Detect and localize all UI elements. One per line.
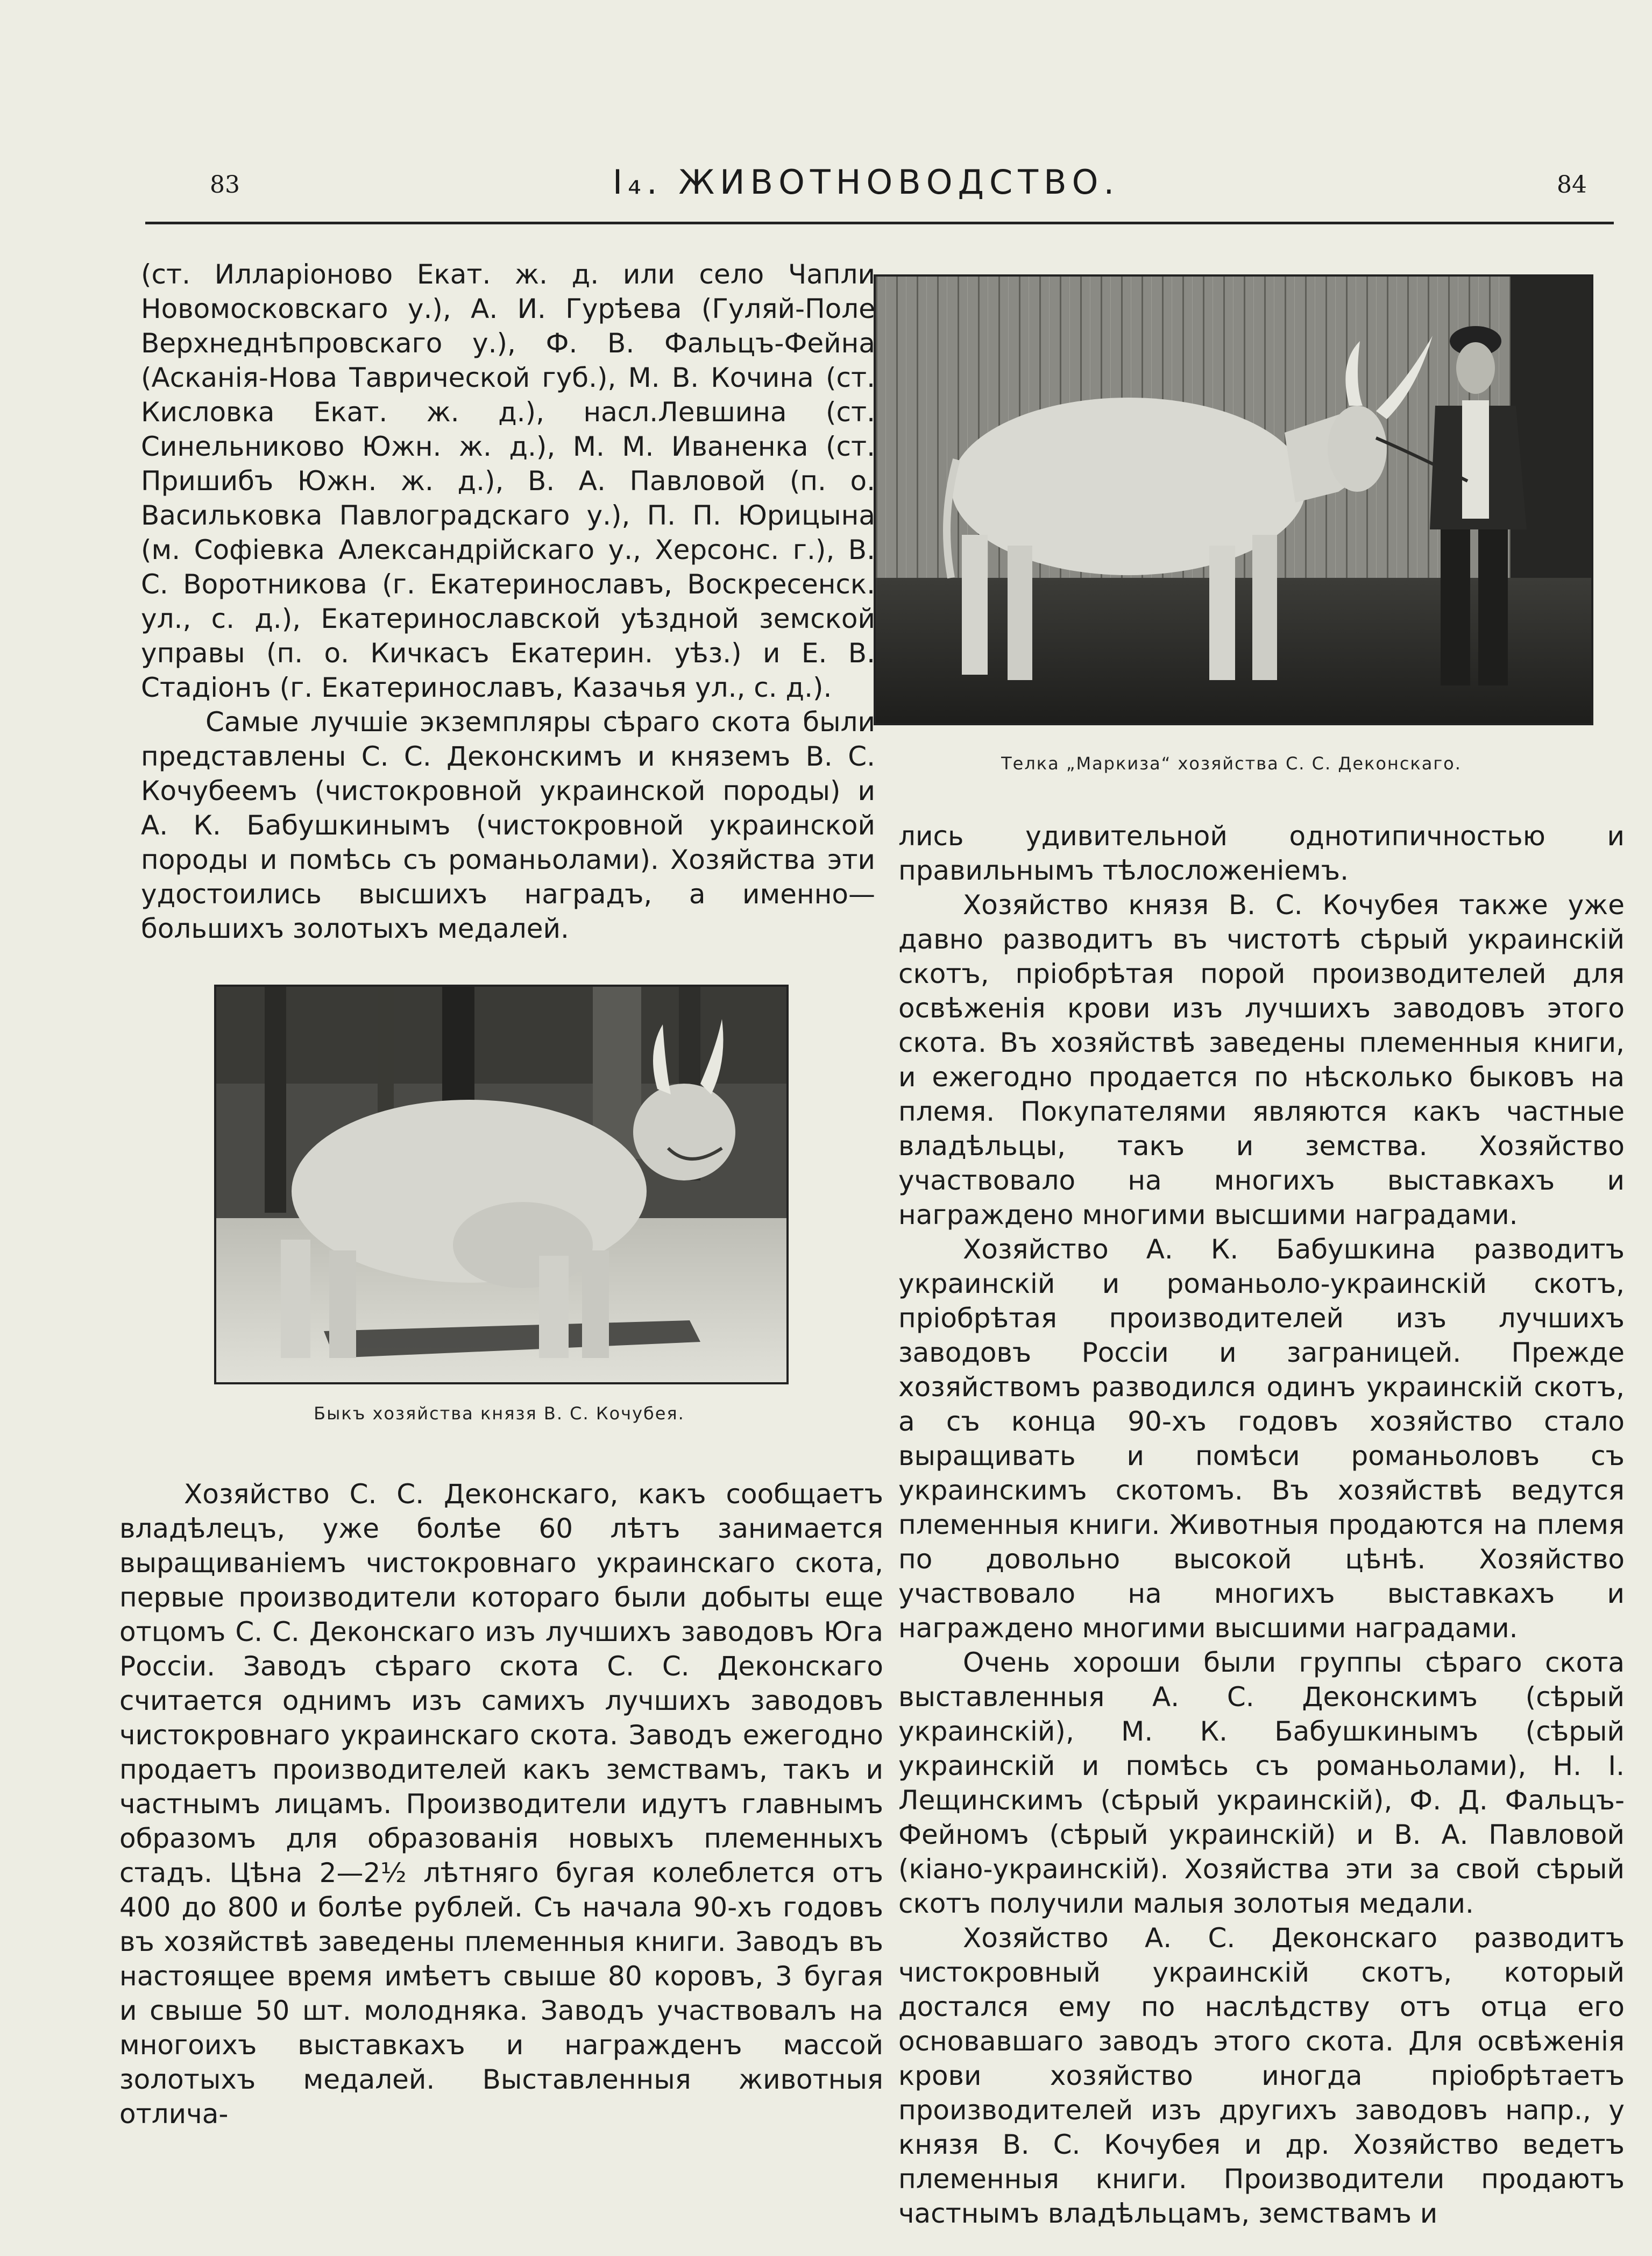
paragraph: Очень хороши были группы сѣраго скота выставленныя А. С. Деконскимъ (сѣрый украинскій), М. К. Бабушкинымъ (сѣрый украинскій и помѣсь съ романьолами), Н. І. Лещинскимъ (сѣрый украинскій), Ф. Д. Фальцъ-Фейномъ (сѣрый украинскій) и В. А. Павловой (кіано-украинскій). Хозяйства эти за свой сѣрый скотъ получили малыя золотыя медали. bbox=[898, 1647, 1625, 1919]
figure-caption-bull: Быкъ хозяйства князя В. С. Кочубея. bbox=[314, 1403, 685, 1424]
photo-bull bbox=[214, 985, 789, 1384]
paragraph: Хозяйство А. С. Деконскаго разводитъ чистокровный украинскій скотъ, который достался ему по наслѣдству отъ отца его основавшаго заводъ этого скота. Для освѣженія крови хозяйство иногда пріобрѣтаетъ производителей изъ другихъ заводовъ напр., у князя В. С. Кочубея и др. Хозяйство ведетъ племенныя книги. Производители продаютъ частнымъ владѣльцамъ, земствамъ и bbox=[898, 1922, 1625, 2229]
header-rule bbox=[145, 222, 1614, 224]
left-column-top bbox=[141, 257, 875, 946]
paragraph: (ст. Илларіоново Екат. ж. д. или село Чапли Новомосковскаго у.), А. И. Гурѣева (Гуляй-Поле Верхнеднѣпровскаго у.), Ф. В. Фальцъ-Фейна (Асканія-Нова Таврической губ.), М. В. Кочина (ст. Кисловка Екат. ж. д.), насл.Левшина (ст. Синельниково Южн. ж. д.), М. М. Иваненка (ст. Пришибъ Южн. ж. д.), В. А. Павловой (п. о. Васильковка Павлоградскаго у.), П. П. Юрицына (м. Софіевка Александрійскаго у., Херсонс. г.), В. С. Воротникова (г. Екатеринославъ, Воскресенск. ул., с. д.), Екатеринославской уѣздной земской управы (п. о. Кичкасъ Екатерин. уѣз.) и Е. В. Стадіонъ (г. Екатеринославъ, Казачья ул., с. д.). bbox=[141, 259, 875, 703]
paragraph: лись удивительной однотипичностью и правильнымъ тѣлосложеніемъ. bbox=[898, 821, 1625, 886]
running-title: I₄. ЖИВОТНОВОДСТВО. bbox=[612, 162, 1120, 202]
page-header bbox=[145, 156, 1587, 215]
figure-caption-heifer: Телка „Маркиза“ хозяйства С. С. Деконскаго. bbox=[1001, 753, 1462, 774]
photo-heifer bbox=[874, 274, 1593, 725]
right-column bbox=[898, 819, 1625, 2231]
paragraph: Хозяйство А. К. Бабушкина разводитъ украинскій и романьоло-украинскій скотъ, пріобрѣтая производителей изъ лучшихъ заводовъ Россіи и заграницей. Прежде хозяйствомъ разводился одинъ украинскій скотъ, а съ конца 90-хъ годовъ хозяйство стало выращивать и помѣси романьоловъ съ украинскимъ скотомъ. Въ хозяйствѣ ведутся племенныя книги. Животныя продаются на племя по довольно высокой цѣнѣ. Хозяйство участвовало на многихъ выставкахъ и награждено многими высшими наградами. bbox=[898, 1234, 1625, 1644]
page-number-right: 84 bbox=[1557, 171, 1587, 199]
paragraph: Хозяйство С. С. Деконскаго, какъ сообщаетъ владѣлецъ, уже болѣе 60 лѣтъ занимается выращиваніемъ чистокровнаго украинскаго скота, первые производители котораго были добыты еще отцомъ С. С. Деконскаго изъ лучшихъ заводовъ Юга Россіи. Заводъ сѣраго скота С. С. Деконскаго считается однимъ изъ самихъ лучшихъ заводовъ чистокровнаго украинскаго скота. Заводъ ежегодно продаетъ производителей какъ земствамъ, такъ и частнымъ лицамъ. Производители идутъ главнымъ образомъ для образованія новыхъ племенныхъ стадъ. Цѣна 2—2½ лѣтняго бугая колеблется отъ 400 до 800 и болѣе рублей. Съ начала 90-хъ годовъ въ хозяйствѣ заведены племенныя книги. Заводъ въ настоящее время имѣетъ свыше 80 коровъ, 3 бугая и свыше 50 шт. молодняка. Заводъ участвовалъ на многоихъ выставкахъ и награжденъ массой золотыхъ медалей. Выставленныя животныя отлича- bbox=[119, 1479, 883, 2130]
heifer-photo-image bbox=[876, 277, 1591, 723]
paragraph: Самые лучшіе экземпляры сѣраго скота были представлены С. С. Деконскимъ и княземъ В. С. Кочубеемъ (чистокровной украинской породы) и А. К. Бабушкинымъ (чистокровной украинской породы и помѣсь съ романьолами). Хозяйства эти удостоились высшихъ наградъ, а именно—большихъ золотыхъ медалей. bbox=[141, 706, 875, 944]
left-column-bottom bbox=[119, 1477, 883, 2131]
bull-photo-image bbox=[216, 987, 786, 1382]
paragraph: Хозяйство князя В. С. Кочубея также уже давно разводитъ въ чистотѣ сѣрый украинскій скотъ, пріобрѣтая порой производителей для освѣженія крови изъ лучшихъ заводовъ этого скота. Въ хозяйствѣ заведены племенныя книги, и ежегодно продается по нѣсколько быковъ на племя. Покупателями являются какъ частные владѣльцы, такъ и земства. Хозяйство участвовало на многихъ выставкахъ и награждено многими высшими наградами. bbox=[898, 889, 1625, 1230]
page-number-left: 83 bbox=[210, 171, 240, 199]
